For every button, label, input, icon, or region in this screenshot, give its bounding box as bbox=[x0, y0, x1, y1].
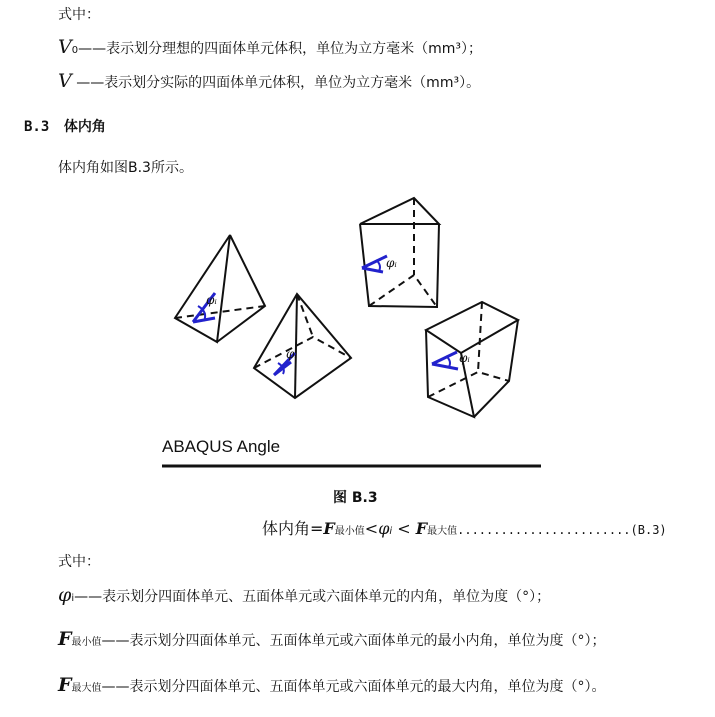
symbol-v: V bbox=[58, 70, 72, 92]
phi-label-3: φᵢ bbox=[386, 256, 397, 270]
where-label-2: 式中： bbox=[58, 554, 100, 570]
tetrahedron-2 bbox=[254, 294, 351, 398]
formula-number: (B.3) bbox=[630, 523, 667, 537]
symbol-sub: 最小值 bbox=[71, 637, 102, 648]
phi-label-2: φᵢ bbox=[286, 347, 297, 361]
formula-phi: φ bbox=[378, 519, 390, 538]
formula-min-sub: 最小值 bbox=[334, 526, 365, 537]
figure-inner-caption: ABAQUS Angle bbox=[162, 437, 281, 456]
definition-f-max bbox=[58, 674, 606, 696]
formula-phi-sub: i bbox=[389, 526, 393, 537]
prism bbox=[360, 198, 439, 307]
symbol-sub: i bbox=[71, 593, 75, 604]
definition-text: ——表示划分四面体单元、五面体单元或六面体单元的最小内角，单位为度（°）； bbox=[101, 633, 606, 649]
formula-dots: ........................ bbox=[457, 523, 631, 537]
definition-phi bbox=[58, 584, 550, 606]
section-number: B.3 bbox=[24, 119, 50, 135]
definition-text: ——表示划分实际的四面体单元体积，单位为立方毫米（mm³）。 bbox=[76, 75, 481, 91]
phi-label-4: φᵢ bbox=[459, 351, 470, 365]
symbol-sub: 最大值 bbox=[71, 683, 102, 694]
formula-f-max: F bbox=[415, 519, 428, 538]
definition-text: ——表示划分理想的四面体单元体积，单位为立方毫米（mm³）； bbox=[78, 41, 482, 57]
formula-lt-2: < bbox=[397, 519, 411, 538]
figure-caption: 图 B.3 bbox=[333, 490, 378, 506]
figure-b3 bbox=[150, 190, 550, 475]
formula-f-min: F bbox=[323, 519, 335, 538]
definition-v bbox=[58, 70, 480, 92]
symbol-sub: 0 bbox=[71, 45, 79, 56]
symbol-phi: φ bbox=[58, 584, 72, 606]
formula-lt-1: < bbox=[364, 519, 379, 538]
tetrahedron-1 bbox=[175, 235, 265, 342]
symbol-f: F bbox=[58, 628, 72, 650]
formula-max-sub: 最大值 bbox=[427, 526, 458, 537]
section-heading bbox=[24, 116, 106, 136]
paragraph: 体内角如图B.3所示。 bbox=[58, 160, 193, 176]
formula-lhs: 体内角= bbox=[262, 519, 324, 538]
symbol-f: F bbox=[58, 674, 72, 696]
where-label: 式中： bbox=[58, 7, 100, 23]
definition-text: ——表示划分四面体单元、五面体单元或六面体单元的最大内角，单位为度（°）。 bbox=[101, 679, 606, 695]
phi-label-1: φᵢ bbox=[206, 293, 217, 307]
definition-text: ——表示划分四面体单元、五面体单元或六面体单元的内角，单位为度（°）； bbox=[74, 589, 551, 605]
symbol-v: V bbox=[58, 36, 72, 58]
definition-f-min bbox=[58, 628, 606, 650]
section-title: 体内角 bbox=[63, 119, 106, 135]
definition-v0 bbox=[58, 36, 482, 58]
formula-b3 bbox=[262, 516, 667, 539]
